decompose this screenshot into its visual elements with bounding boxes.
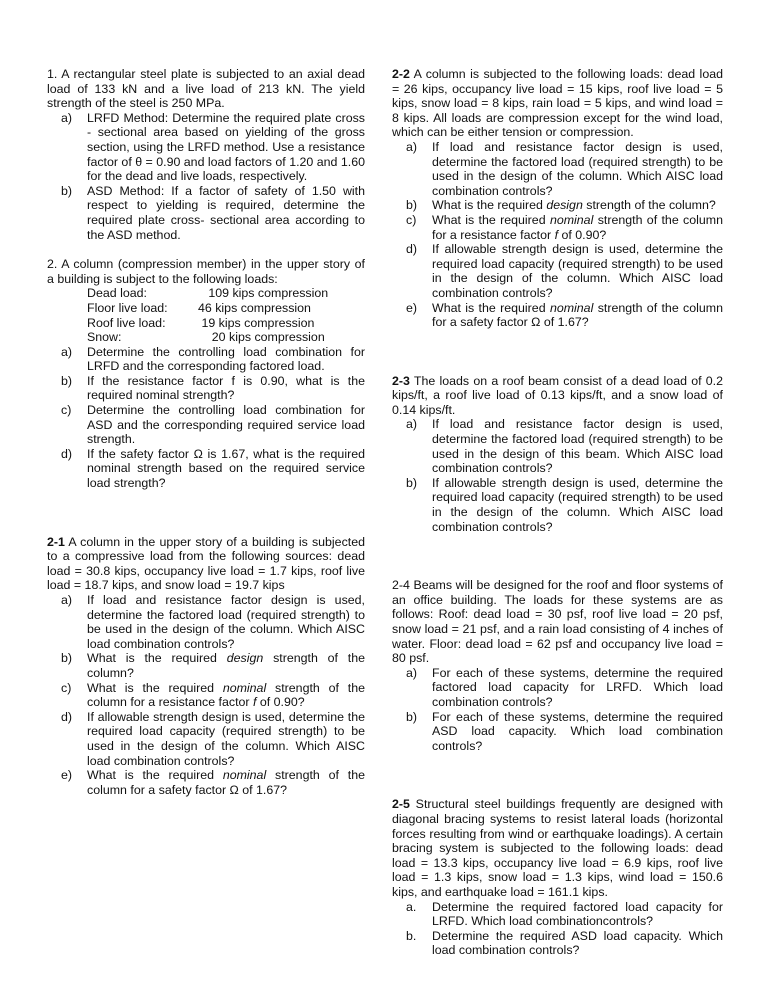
problem-1 [47,67,365,242]
problem-2-5-part-b: b. Determine the required ASD load capacity. Which load combination controls? [406,928,723,958]
problem-2-1-parts [47,593,365,797]
problem-2-4 [392,578,723,753]
problem-2-1-part-e: e) What is the required nominal strength of the column for a safety factor Ω of 1.67? [61,768,365,797]
problem-2-3-intro: 2-3 The loads on a roof beam consist of a dead load of 0.2 kips/ft, a roof live load of 0.13 kips/ft, and a snow load of 0.14 kips/ft. [392,373,723,417]
problem-2-2-part-a: a) If load and resistance factor design is used, determine the factored load (required strength) to be used in the design of the column. Which AISC load combination controls? [406,139,723,198]
problem-1-part-a: a) LRFD Method: Determine the required plate cross - sectional area based on yielding of the gross section, using the LRFD method. Use a resistance factor of θ = 0.90 and load factors of 1.20 and 1.60 for the dead and live loads, respectively. [61,110,365,184]
problem-2-1-part-a: a) If load and resistance factor design is used, determine the factored load (required strength) to be used in the design of the column. Which AISC load combination controls? [61,593,365,651]
problem-2-2-part-e: e) What is the required nominal strength of the column for a safety factor Ω of 1.67? [406,300,723,330]
left-column [47,67,365,797]
problem-2-part-c: c) Determine the controlling load combination for ASD and the corresponding required service load strength. [61,403,365,447]
problem-1-parts [47,111,365,242]
right-column [392,67,723,958]
problem-2-5-parts [392,900,723,958]
problem-2-2 [392,67,723,330]
problem-2-part-a: a) Determine the controlling load combination for LRFD and the corresponding factored load. [61,344,365,374]
problem-2-1-part-c: c) What is the required nominal strength of the column for a resistance factor f of 0.90? [61,680,365,710]
problem-2-parts [47,345,365,491]
problem-2-intro: 2. A column (compression member) in the upper story of a building is subject to the following loads: [47,257,365,286]
load-row: Snow: 20 kips compression [87,330,325,345]
problem-2-4-part-b: b) For each of these systems, determine the required ASD load capacity. Which load combination controls? [406,709,723,753]
load-row: Floor live load: 46 kips compression [87,300,311,315]
problem-2-2-part-c: c) What is the required nominal strength of the column for a resistance factor f of 0.90? [406,212,723,242]
problem-1-part-b: b) ASD Method: If a factor of safety of 1.50 with respect to yielding is required, determine the required plate cross- sectional area according to the ASD method. [61,183,365,242]
problem-1-intro: 1. A rectangular steel plate is subjected to an axial dead load of 133 kN and a live load of 213 kN. The yield strength of the steel is 250 MPa. [47,67,365,111]
problem-2-2-part-d: d) If allowable strength design is used, determine the required load capacity (required strength) to be used in the design of the column. Which AISC load combination controls? [406,242,723,300]
load-row: Dead load: 109 kips compression [87,286,329,301]
problem-2-5-part-a: a. Determine the required factored load capacity for LRFD. Which load combinationcontrols? [406,899,723,929]
problem-2-1-intro: 2-1 A column in the upper story of a building is subjected to a compressive load from the following sources: dead load = 30.8 kips, occupancy live load = 1.7 kips, roof live load = 18.7 kips, and snow load = 19.7 kips [47,534,365,593]
problem-2-3-part-a: a) If load and resistance factor design is used, determine the factored load (required strength) to be used in the design of this beam. Which AISC load combination controls? [406,417,723,476]
problem-2-2-parts [392,140,723,330]
problem-2-3 [392,374,723,535]
problem-2-4-intro: 2-4 Beams will be designed for the roof and floor systems of an office building. The loads for these systems are as follows: Roof: dead load = 30 psf, roof live load = 20 psf, snow load = 21 psf, and a rain load consisting of 4 inches of water. Floor: dead load = 62 psf and occupancy live load = 80 psf. [392,578,723,666]
problem-2-1-part-d: d) If allowable strength design is used, determine the required load capacity (required strength) to be used in the design of the column. Which AISC load combination controls? [61,709,365,768]
load-row: Roof live load: 19 kips compression [87,315,315,330]
problem-2-load-list [47,286,365,344]
problem-2-1 [47,535,365,798]
problem-2-3-part-b: b) If allowable strength design is used, determine the required load capacity (required strength) to be used in the design of the column. Which AISC load combination controls? [406,475,723,534]
problem-2-1-part-b: b) What is the required design strength of the column? [61,651,365,680]
problem-2-4-parts [392,666,723,754]
problem-2-5-intro: 2-5 Structural steel buildings frequently are designed with diagonal bracing systems to resist lateral loads (horizontal forces resulting from wind or earthquake loadings). A certain bracing system is subjected to the following loads: dead load = 13.3 kips, occupancy live load = 6.9 kips, roof live load = 1.3 kips, snow load = 1.3 kips, wind load = 150.6 kips, and earthquake load = 161.1 kips. [392,797,723,899]
problem-2-4-part-a: a) For each of these systems, determine the required factored load capacity for LRFD. Which load combination controls? [406,665,723,709]
problem-2-2-part-b: b) What is the required design strength of the column? [406,198,716,213]
problem-2 [47,257,365,491]
problem-2-5 [392,797,723,958]
problem-2-part-d: d) If the safety factor Ω is 1.67, what is the required nominal strength based on the required service load strength? [61,446,365,491]
problem-2-part-b: b) If the resistance factor f is 0.90, what is the required nominal strength? [61,373,365,403]
problem-2-2-intro: 2-2 A column is subjected to the following loads: dead load = 26 kips, occupancy live load = 15 kips, roof live load = 5 kips, snow load = 8 kips, rain load = 5 kips, and wind load = 8 kips. All loads are compression except for the wind load, which can be either tension or compression. [392,67,723,140]
problem-2-3-parts [392,417,723,534]
